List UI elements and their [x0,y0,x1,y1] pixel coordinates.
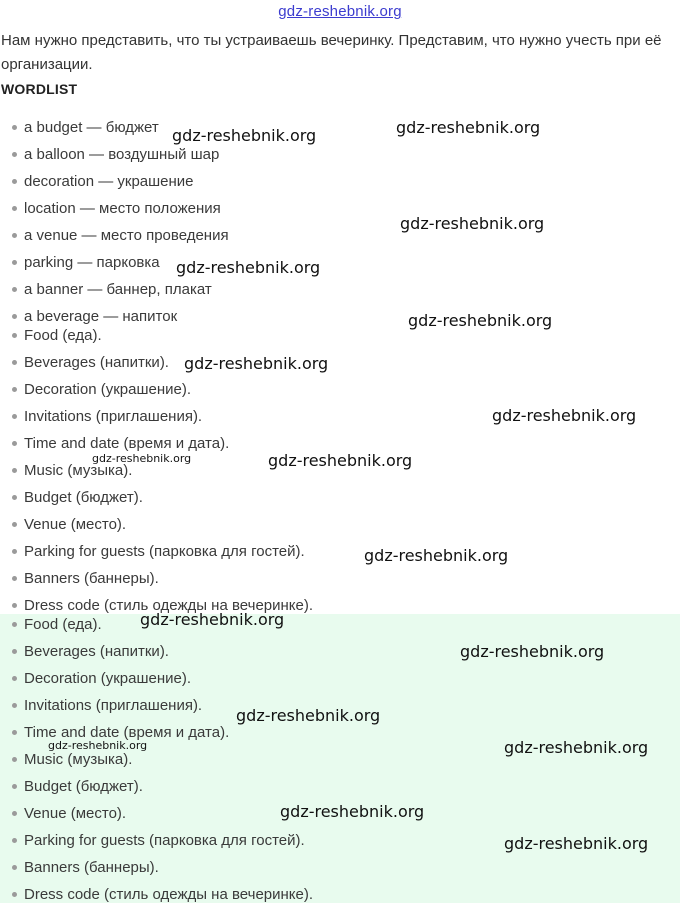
bullet-icon [12,179,17,184]
bullet-icon [12,387,17,392]
wordlist-item: a balloon — воздушный шар [12,143,219,167]
watermark-text: gdz-reshebnik.org [504,834,649,853]
bullet-icon [12,206,17,211]
list-item: Budget (бюджет). [12,775,143,799]
wordlist-item: decoration — украшение [12,170,194,194]
bullet-icon [12,233,17,238]
wordlist-heading: WORDLIST [1,81,78,97]
bullet-icon [12,703,17,708]
wordlist-item: parking — парковка [12,251,160,275]
list-item: Decoration (украшение). [12,667,191,691]
list-item: Dress code (стиль одежды на вечеринке). [12,883,313,907]
bullet-icon [12,414,17,419]
list-item: Parking for guests (парковка для гостей). [12,540,305,564]
bullet-icon [12,333,17,338]
bullet-icon [12,676,17,681]
watermark-text: gdz-reshebnik.org [396,118,541,137]
list-item: Food (еда). [12,324,102,348]
bullet-icon [12,260,17,265]
list-item: Music (музыка). [12,459,132,483]
list-item: Food (еда). [12,613,102,637]
bullet-icon [12,576,17,581]
watermark-text: gdz-reshebnik.org [184,354,329,373]
wordlist-item: a banner — баннер, плакат [12,278,212,302]
watermark-text: gdz-reshebnik.org [172,126,317,145]
bullet-icon [12,287,17,292]
bullet-icon [12,152,17,157]
bullet-icon [12,468,17,473]
wordlist-item: a venue — место проведения [12,224,229,248]
list-item: Venue (место). [12,513,126,537]
list-item: Budget (бюджет). [12,486,143,510]
bullet-icon [12,360,17,365]
bullet-icon [12,838,17,843]
wordlist-item: a beverage — напиток [12,305,177,329]
list-item: Invitations (приглашения). [12,405,202,429]
site-watermark-header: gdz-reshebnik.org [278,3,402,20]
bullet-icon [12,649,17,654]
list-item: Banners (баннеры). [12,856,159,880]
list-item: Dress code (стиль одежды на вечеринке). [12,594,313,618]
watermark-text: gdz-reshebnik.org [236,706,381,725]
list-item: Invitations (приглашения). [12,694,202,718]
list-item: Parking for guests (парковка для гостей). [12,829,305,853]
watermark-text: gdz-reshebnik.org [364,546,509,565]
watermark-text: gdz-reshebnik.org [280,802,425,821]
bullet-icon [12,892,17,897]
watermark-text: gdz-reshebnik.org [400,214,545,233]
bullet-icon [12,622,17,627]
bullet-icon [12,314,17,319]
watermark-text: gdz-reshebnik.org [176,258,321,277]
list-item: Venue (место). [12,802,126,826]
bullet-icon [12,522,17,527]
list-item: Beverages (напитки). [12,351,169,375]
watermark-text: gdz-reshebnik.org [408,311,553,330]
watermark-text: gdz-reshebnik.org [460,642,605,661]
intro-paragraph: Нам нужно представить, что ты устраиваешь вечеринку. Представим, что нужно учесть при её организации. [1,32,662,73]
watermark-text: gdz-reshebnik.org [140,610,285,629]
bullet-icon [12,125,17,130]
list-item: Time and date (время и дата). [12,721,229,745]
list-item: Banners (баннеры). [12,567,159,591]
bullet-icon [12,757,17,762]
bullet-icon [12,441,17,446]
watermark-text: gdz-reshebnik.org [492,406,637,425]
watermark-text: gdz-reshebnik.org [504,738,649,757]
watermark-text: gdz-reshebnik.org [48,739,148,752]
watermark-text: gdz-reshebnik.org [268,451,413,470]
watermark-text: gdz-reshebnik.org [92,452,192,465]
list-item: Beverages (напитки). [12,640,169,664]
list-item: Decoration (украшение). [12,378,191,402]
wordlist-item: location — место положения [12,197,221,221]
bullet-icon [12,495,17,500]
bullet-icon [12,811,17,816]
bullet-icon [12,549,17,554]
wordlist-item: a budget — бюджет [12,116,159,140]
bullet-icon [12,730,17,735]
list-item: Music (музыка). [12,748,132,772]
bullet-icon [12,603,17,608]
list-item: Time and date (время и дата). [12,432,229,456]
bullet-icon [12,784,17,789]
bullet-icon [12,865,17,870]
